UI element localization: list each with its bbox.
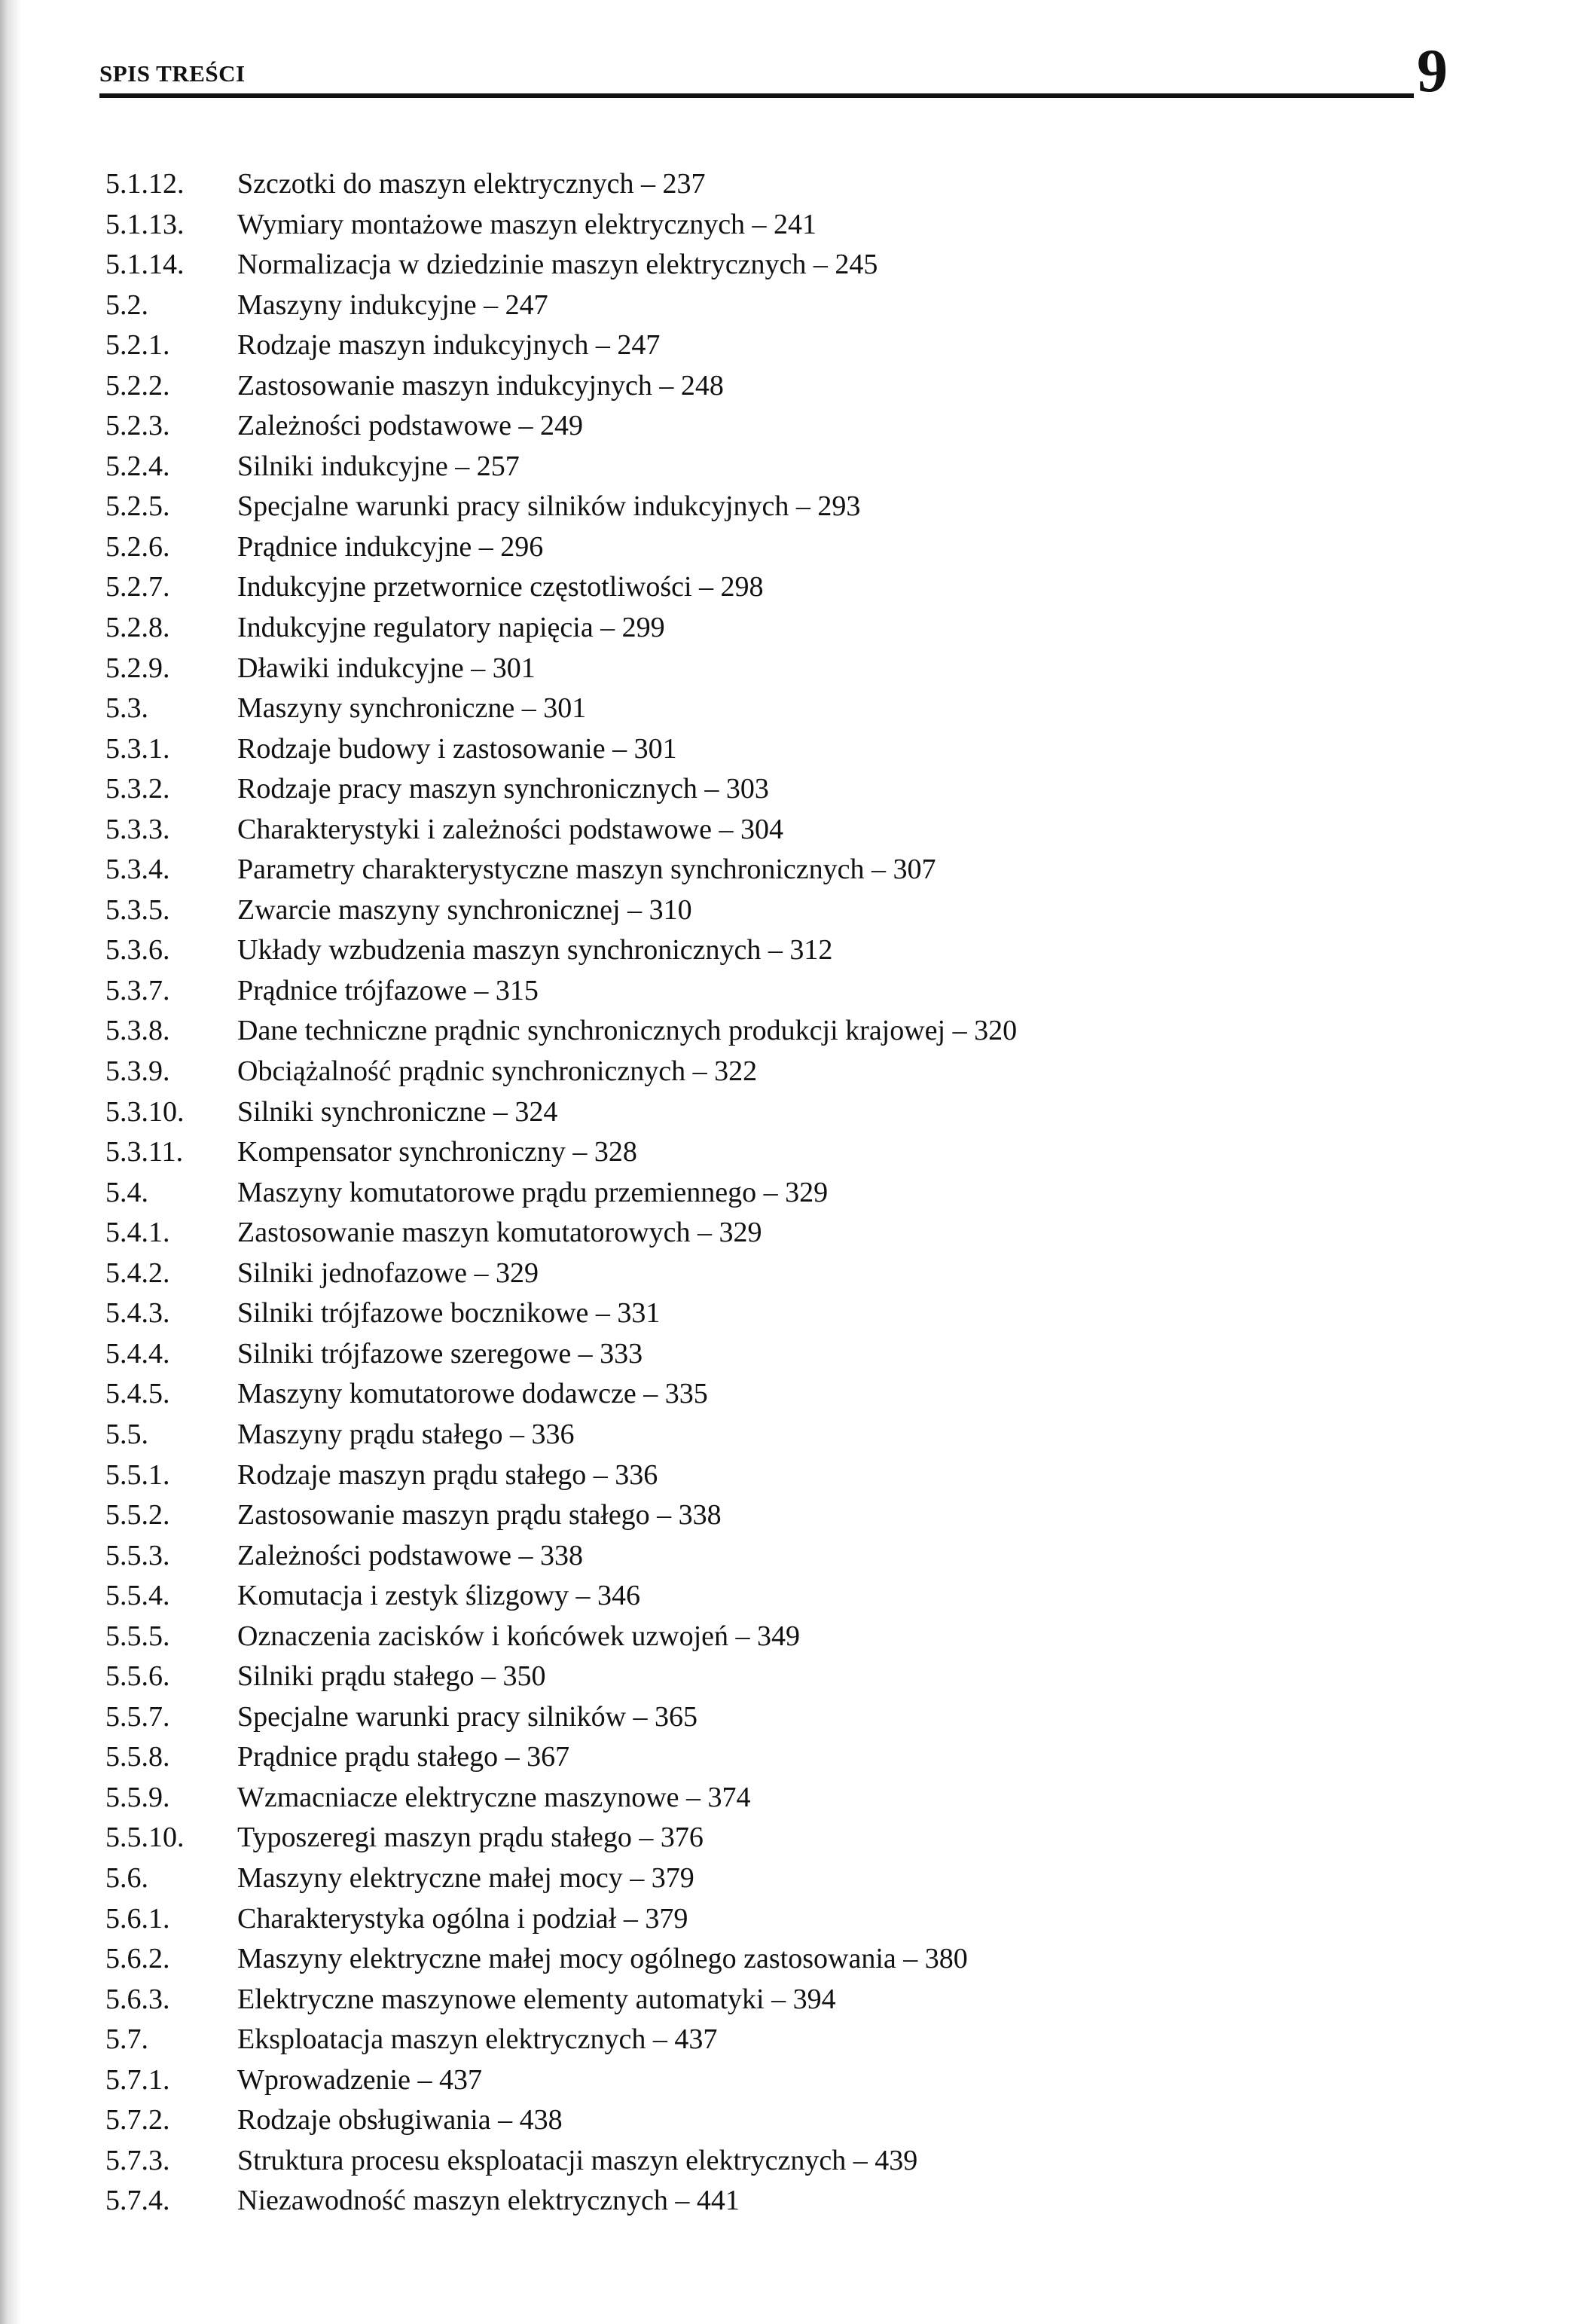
toc-entry	[105, 447, 1461, 487]
toc-entry-title: Rodzaje pracy maszyn synchronicznych – 303	[237, 773, 769, 805]
toc-entry	[105, 1011, 1461, 1052]
toc-entry	[105, 2141, 1461, 2182]
toc-entry-number: 5.2.5.	[105, 490, 170, 523]
toc-entry	[105, 567, 1461, 608]
toc-entry-title: Wymiary montażowe maszyn elektrycznych – 241	[237, 208, 817, 240]
toc-entry	[105, 1576, 1461, 1617]
table-of-contents	[105, 164, 1461, 2222]
toc-entry	[105, 1415, 1461, 1455]
toc-entry-title: Maszyny prądu stałego – 336	[237, 1418, 575, 1450]
toc-entry	[105, 2020, 1461, 2060]
toc-entry-title: Maszyny komutatorowe prądu przemiennego – 329	[237, 1176, 829, 1208]
toc-entry-title: Komutacja i zestyk ślizgowy – 346	[237, 1580, 641, 1612]
toc-entry	[105, 729, 1461, 770]
toc-entry-title: Charakterystyka ogólna i podział – 379	[237, 1902, 688, 1935]
toc-entry	[105, 1092, 1461, 1133]
toc-entry-number: 5.6.2.	[105, 1943, 170, 1975]
toc-entry-title: Silniki trójfazowe bocznikowe – 331	[237, 1297, 661, 1330]
toc-entry-number: 5.5.3.	[105, 1539, 170, 1571]
toc-entry-title: Indukcyjne przetwornice częstotliwości – 298	[237, 571, 764, 603]
toc-entry	[105, 1657, 1461, 1697]
toc-entry-title: Rodzaje budowy i zastosowanie – 301	[237, 732, 677, 765]
toc-entry-title: Normalizacja w dziedzinie maszyn elektrycznych – 245	[237, 249, 878, 281]
toc-entry-number: 5.5.1.	[105, 1458, 170, 1491]
toc-entry	[105, 1818, 1461, 1858]
page-header	[99, 36, 1448, 105]
toc-entry	[105, 1536, 1461, 1577]
toc-entry	[105, 649, 1461, 689]
toc-entry-title: Silniki jednofazowe – 329	[237, 1257, 539, 1289]
toc-entry	[105, 205, 1461, 246]
toc-entry-number: 5.3.3.	[105, 813, 170, 845]
toc-entry-number: 5.2.8.	[105, 612, 170, 644]
toc-entry	[105, 1132, 1461, 1173]
toc-entry-number: 5.4.4.	[105, 1337, 170, 1370]
toc-entry-number: 5.3.1.	[105, 732, 170, 765]
toc-entry-title: Rodzaje maszyn indukcyjnych – 247	[237, 329, 661, 362]
toc-entry-title: Oznaczenia zacisków i końcówek uzwojeń – 349	[237, 1620, 801, 1652]
toc-entry-title: Maszyny elektryczne małej mocy – 379	[237, 1861, 694, 1894]
toc-entry-title: Silniki indukcyjne – 257	[237, 450, 520, 482]
toc-entry-number: 5.5.10.	[105, 1822, 185, 1854]
toc-entry-title: Zależności podstawowe – 249	[237, 410, 584, 442]
toc-entry-number: 5.2.6.	[105, 530, 170, 563]
toc-entry-number: 5.1.13.	[105, 208, 185, 240]
header-rule	[99, 93, 1414, 98]
toc-entry	[105, 1858, 1461, 1899]
toc-entry	[105, 1293, 1461, 1334]
toc-entry-title: Indukcyjne regulatory napięcia – 299	[237, 612, 665, 644]
toc-entry-number: 5.7.3.	[105, 2144, 170, 2176]
toc-entry-title: Zastosowanie maszyn indukcyjnych – 248	[237, 369, 724, 402]
toc-entry	[105, 325, 1461, 366]
toc-entry-title: Szczotki do maszyn elektrycznych – 237	[237, 168, 706, 200]
toc-entry-title: Zastosowanie maszyn prądu stałego – 338	[237, 1499, 722, 1532]
page-edge-shadow	[0, 0, 21, 2324]
toc-entry	[105, 245, 1461, 286]
toc-entry-number: 5.2.7.	[105, 571, 170, 603]
toc-entry-title: Zależności podstawowe – 338	[237, 1539, 584, 1571]
toc-entry	[105, 769, 1461, 810]
toc-entry-title: Maszyny indukcyjne – 247	[237, 289, 548, 321]
toc-entry-number: 5.7.4.	[105, 2185, 170, 2217]
toc-entry-title: Zwarcie maszyny synchronicznej – 310	[237, 893, 692, 926]
toc-entry-number: 5.2.3.	[105, 410, 170, 442]
toc-entry-number: 5.3.	[105, 692, 148, 725]
toc-entry	[105, 2060, 1461, 2101]
toc-entry	[105, 406, 1461, 447]
toc-entry-title: Specjalne warunki pracy silników indukcyjnych – 293	[237, 490, 861, 523]
toc-entry	[105, 527, 1461, 568]
toc-entry-title: Typoszeregi maszyn prądu stałego – 376	[237, 1822, 704, 1854]
toc-entry-number: 5.5.6.	[105, 1660, 170, 1693]
toc-entry-number: 5.1.12.	[105, 168, 185, 200]
toc-entry-title: Wprowadzenie – 437	[237, 2063, 482, 2096]
toc-entry-title: Elektryczne maszynowe elementy automatyki – 394	[237, 1983, 836, 2015]
toc-entry-title: Maszyny elektryczne małej mocy ogólnego zastosowania – 380	[237, 1943, 968, 1975]
toc-entry	[105, 1213, 1461, 1254]
toc-entry-number: 5.2.1.	[105, 329, 170, 362]
toc-entry-number: 5.2.	[105, 289, 148, 321]
toc-entry-title: Rodzaje maszyn prądu stałego – 336	[237, 1458, 658, 1491]
toc-entry-number: 5.2.2.	[105, 369, 170, 402]
toc-entry	[105, 1980, 1461, 2020]
toc-entry-title: Prądnice trójfazowe – 315	[237, 974, 539, 1006]
toc-entry	[105, 1254, 1461, 1294]
toc-entry	[105, 1495, 1461, 1536]
toc-entry-number: 5.7.	[105, 2023, 148, 2056]
toc-entry-number: 5.6.3.	[105, 1983, 170, 2015]
toc-entry-title: Obciążalność prądnic synchronicznych – 322	[237, 1055, 758, 1088]
toc-entry-title: Niezawodność maszyn elektrycznych – 441	[237, 2185, 740, 2217]
toc-entry-number: 5.4.	[105, 1176, 148, 1208]
toc-entry-number: 5.5.2.	[105, 1499, 170, 1532]
toc-entry-number: 5.5.8.	[105, 1741, 170, 1773]
toc-entry-number: 5.5.9.	[105, 1781, 170, 1813]
toc-entry-number: 5.4.1.	[105, 1217, 170, 1249]
toc-entry-title: Zastosowanie maszyn komutatorowych – 329	[237, 1217, 762, 1249]
toc-entry-number: 5.2.9.	[105, 652, 170, 684]
toc-entry-title: Maszyny synchroniczne – 301	[237, 692, 587, 725]
toc-entry	[105, 366, 1461, 407]
toc-entry-title: Charakterystyki i zależności podstawowe – 304	[237, 813, 783, 845]
toc-entry-title: Prądnice indukcyjne – 296	[237, 530, 544, 563]
toc-entry-title: Prądnice prądu stałego – 367	[237, 1741, 570, 1773]
toc-entry-number: 5.7.2.	[105, 2104, 170, 2136]
toc-entry	[105, 1334, 1461, 1375]
toc-entry-number: 5.3.10.	[105, 1095, 185, 1128]
toc-entry	[105, 1737, 1461, 1778]
toc-entry-number: 5.7.1.	[105, 2063, 170, 2096]
toc-entry	[105, 689, 1461, 729]
toc-entry-number: 5.5.4.	[105, 1580, 170, 1612]
toc-entry-number: 5.1.14.	[105, 249, 185, 281]
toc-entry	[105, 2181, 1461, 2222]
toc-entry	[105, 1778, 1461, 1819]
toc-entry-title: Układy wzbudzenia maszyn synchronicznych – 312	[237, 934, 833, 967]
toc-entry	[105, 1939, 1461, 1980]
toc-entry	[105, 971, 1461, 1012]
toc-entry-number: 5.5.5.	[105, 1620, 170, 1652]
toc-entry-title: Specjalne warunki pracy silników – 365	[237, 1700, 698, 1733]
toc-entry	[105, 487, 1461, 527]
toc-entry	[105, 286, 1461, 326]
toc-entry	[105, 1899, 1461, 1940]
toc-entry-number: 5.3.9.	[105, 1055, 170, 1088]
toc-entry-title: Kompensator synchroniczny – 328	[237, 1136, 637, 1168]
toc-entry-number: 5.3.6.	[105, 934, 170, 967]
toc-entry	[105, 2100, 1461, 2141]
toc-entry	[105, 1617, 1461, 1657]
toc-entry-number: 5.3.8.	[105, 1015, 170, 1047]
toc-entry-number: 5.2.4.	[105, 450, 170, 482]
toc-entry-title: Maszyny komutatorowe dodawcze – 335	[237, 1378, 708, 1410]
toc-entry	[105, 850, 1461, 890]
toc-entry-number: 5.6.	[105, 1861, 148, 1894]
toc-entry-number: 5.3.5.	[105, 893, 170, 926]
toc-entry	[105, 1697, 1461, 1738]
running-head-title: SPIS TREŚCI	[99, 60, 246, 87]
toc-entry-number: 5.5.	[105, 1418, 148, 1450]
toc-entry-title: Dane techniczne prądnic synchronicznych produkcji krajowej – 320	[237, 1015, 1018, 1047]
toc-entry-number: 5.4.2.	[105, 1257, 170, 1289]
toc-entry	[105, 1052, 1461, 1092]
toc-entry	[105, 1173, 1461, 1214]
toc-entry-title: Silniki trójfazowe szeregowe – 333	[237, 1337, 643, 1370]
toc-entry-number: 5.4.3.	[105, 1297, 170, 1330]
toc-entry-title: Wzmacniacze elektryczne maszynowe – 374	[237, 1781, 751, 1813]
toc-entry-title: Dławiki indukcyjne – 301	[237, 652, 536, 684]
toc-entry-title: Eksploatacja maszyn elektrycznych – 437	[237, 2023, 718, 2056]
toc-entry-number: 5.6.1.	[105, 1902, 170, 1935]
toc-entry-number: 5.3.4.	[105, 854, 170, 886]
toc-entry-number: 5.3.11.	[105, 1136, 184, 1168]
toc-entry	[105, 930, 1461, 971]
page-number: 9	[1417, 36, 1448, 105]
toc-entry-title: Parametry charakterystyczne maszyn synchronicznych – 307	[237, 854, 936, 886]
toc-entry-number: 5.4.5.	[105, 1378, 170, 1410]
toc-entry	[105, 810, 1461, 851]
toc-entry-title: Silniki synchroniczne – 324	[237, 1095, 558, 1128]
toc-entry	[105, 890, 1461, 931]
toc-entry-title: Rodzaje obsługiwania – 438	[237, 2104, 563, 2136]
toc-entry	[105, 1455, 1461, 1496]
toc-entry	[105, 164, 1461, 205]
toc-entry-number: 5.3.7.	[105, 974, 170, 1006]
toc-entry	[105, 1374, 1461, 1415]
toc-entry-number: 5.5.7.	[105, 1700, 170, 1733]
toc-entry-title: Silniki prądu stałego – 350	[237, 1660, 546, 1693]
toc-entry-number: 5.3.2.	[105, 773, 170, 805]
toc-entry-title: Struktura procesu eksploatacji maszyn elektrycznych – 439	[237, 2144, 918, 2176]
toc-entry	[105, 608, 1461, 649]
